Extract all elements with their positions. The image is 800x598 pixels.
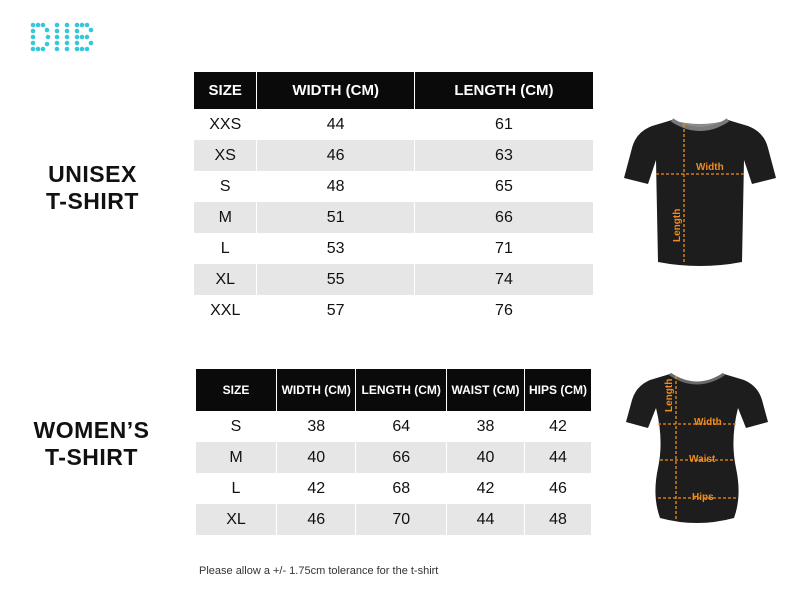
unisex-width-label: Width bbox=[696, 162, 724, 173]
womens-size-table bbox=[196, 369, 591, 535]
table-row bbox=[194, 140, 593, 171]
diib-logo bbox=[30, 22, 110, 54]
table-cell: XL bbox=[194, 264, 257, 295]
table-header-row bbox=[194, 72, 593, 109]
column-header: WIDTH (CM) bbox=[257, 72, 414, 109]
table-cell: S bbox=[230, 417, 242, 435]
unisex-length-label: Length bbox=[672, 208, 683, 242]
table-cell: 66 bbox=[414, 202, 593, 233]
womens-hips-label: Hips bbox=[692, 492, 714, 503]
womens-tshirt-diagram bbox=[622, 368, 772, 528]
unisex-title-line1: UNISEX bbox=[48, 161, 137, 187]
table-cell: 76 bbox=[414, 295, 593, 326]
table-cell: 55 bbox=[257, 264, 414, 295]
table-cell: 42 bbox=[277, 473, 356, 504]
table-cell: 44 bbox=[446, 504, 524, 535]
table-cell: 44 bbox=[524, 442, 591, 473]
column-header: SIZE bbox=[194, 72, 257, 109]
table-cell: 42 bbox=[524, 411, 591, 442]
table-cell: 48 bbox=[257, 171, 414, 202]
unisex-tshirt-diagram bbox=[620, 112, 780, 272]
table-cell: 61 bbox=[414, 109, 593, 140]
table-row bbox=[196, 411, 591, 442]
table-cell: 48 bbox=[524, 504, 591, 535]
column-header: LENGTH (CM) bbox=[356, 369, 446, 411]
table-cell: 63 bbox=[414, 140, 593, 171]
table-cell: M bbox=[194, 202, 257, 233]
table-cell: L bbox=[220, 239, 230, 257]
table-cell: 57 bbox=[257, 295, 414, 326]
table-cell: 66 bbox=[356, 442, 446, 473]
column-header: SIZE bbox=[196, 369, 277, 411]
table-cell: 44 bbox=[257, 109, 414, 140]
unisex-title-line2: T-SHIRT bbox=[46, 188, 139, 214]
table-cell: 65 bbox=[414, 171, 593, 202]
column-header: WIDTH (CM) bbox=[277, 369, 356, 411]
table-cell: 46 bbox=[277, 504, 356, 535]
table-cell: 71 bbox=[414, 233, 593, 264]
womens-width-label: Width bbox=[694, 417, 722, 428]
table-row bbox=[196, 473, 591, 504]
table-row bbox=[194, 109, 593, 140]
table-cell: 74 bbox=[414, 264, 593, 295]
table-header-row bbox=[196, 369, 591, 411]
womens-title bbox=[24, 417, 159, 471]
table-cell: 70 bbox=[356, 504, 446, 535]
table-row bbox=[194, 233, 593, 264]
table-cell: L bbox=[231, 479, 241, 497]
table-cell: S bbox=[219, 177, 231, 195]
table-cell: XXL bbox=[210, 301, 241, 319]
column-header: WAIST (CM) bbox=[446, 369, 524, 411]
unisex-title bbox=[30, 161, 155, 215]
table-cell: 38 bbox=[277, 411, 356, 442]
table-row bbox=[194, 171, 593, 202]
table-row bbox=[194, 202, 593, 233]
table-row bbox=[194, 295, 593, 326]
column-header: HIPS (CM) bbox=[524, 369, 591, 411]
table-row bbox=[196, 504, 591, 535]
table-cell: 40 bbox=[446, 442, 524, 473]
table-cell: 64 bbox=[356, 411, 446, 442]
table-cell: 51 bbox=[257, 202, 414, 233]
table-cell: XS bbox=[194, 140, 257, 171]
table-row bbox=[196, 442, 591, 473]
table-cell: 42 bbox=[446, 473, 524, 504]
column-header: LENGTH (CM) bbox=[414, 72, 593, 109]
table-row bbox=[194, 264, 593, 295]
womens-length-label: Length bbox=[664, 378, 675, 412]
table-cell: M bbox=[196, 442, 277, 473]
womens-title-line1: WOMEN’S bbox=[33, 417, 150, 443]
tolerance-note: Please allow a +/- 1.75cm tolerance for the t-shirt bbox=[199, 565, 439, 577]
unisex-size-table bbox=[194, 72, 593, 326]
womens-title-line2: T-SHIRT bbox=[45, 444, 138, 470]
table-cell: 38 bbox=[446, 411, 524, 442]
womens-waist-label: Waist bbox=[689, 454, 716, 465]
table-cell: XXS bbox=[209, 115, 242, 133]
table-cell: 46 bbox=[257, 140, 414, 171]
table-cell: 68 bbox=[356, 473, 446, 504]
table-cell: 40 bbox=[277, 442, 356, 473]
table-cell: 53 bbox=[257, 233, 414, 264]
table-cell: XL bbox=[196, 504, 277, 535]
table-cell: 46 bbox=[524, 473, 591, 504]
